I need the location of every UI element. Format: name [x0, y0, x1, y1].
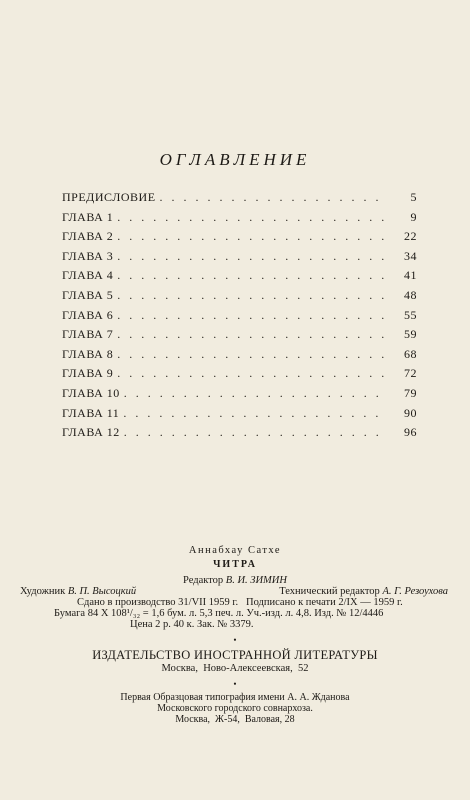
separator-mark-2: • — [233, 679, 237, 689]
printer-line-1: Первая Образцовая типография имени А. А. Жданова — [120, 692, 350, 703]
publisher-name: ИЗДАТЕЛЬСТВО ИНОСТРАННОЙ ЛИТЕРАТУРЫ — [92, 648, 378, 662]
toc-entry-page: 48 — [404, 287, 417, 302]
toc-entry — [62, 210, 417, 230]
toc-entry — [62, 249, 417, 269]
toc-entry — [62, 347, 417, 367]
toc-entry-label: ГЛАВА 12 — [62, 425, 120, 440]
price-line: Цена 2 р. 40 к. Зак. № 3379. — [130, 619, 254, 630]
artist-name: В. П. Высоцкий — [67, 586, 137, 597]
toc-leader-dots — [124, 386, 385, 401]
toc-leader-dots — [117, 268, 385, 283]
tech-editor-name: А. Г. Резоухова — [382, 586, 448, 597]
toc-leader-dots — [123, 406, 385, 421]
editor-label: Редактор — [183, 575, 224, 586]
toc-leader-dots — [117, 308, 385, 323]
toc-leader-dots — [160, 190, 385, 205]
paper-line: Бумага 84 X 108¹/₃₂ = 1,6 бум. л. 5,3 печ. л. Уч.-изд. л. 4,8. Изд. № 12/4446 — [54, 608, 384, 619]
toc-entry-label: ГЛАВА 9 — [62, 366, 114, 381]
toc-entry — [62, 190, 417, 210]
toc-entry — [62, 268, 417, 288]
toc-entry-page: 41 — [404, 268, 417, 283]
artist-credit — [20, 586, 136, 597]
toc-entry-page: 5 — [410, 190, 417, 204]
toc-entry — [62, 366, 417, 386]
toc-leader-dots — [117, 366, 385, 381]
toc-entry-page: 9 — [410, 209, 417, 224]
imprint-block — [0, 545, 470, 725]
toc-entry — [62, 308, 417, 328]
toc-entry-page: 22 — [404, 229, 417, 244]
toc-leader-dots — [117, 229, 385, 244]
toc-leader-dots — [117, 327, 385, 342]
editor-name: В. И. ЗИМИН — [225, 575, 287, 586]
toc-entry — [62, 288, 417, 308]
toc-entry — [62, 386, 417, 406]
toc-entry-label: ГЛАВА 10 — [62, 385, 120, 400]
production-line: Сдано в производство 31/VII 1959 г. Подписано к печати 2/IX — 1959 г. — [77, 597, 403, 608]
toc-leader-dots — [117, 288, 385, 303]
author-name: Аннабхау Сатхе — [188, 545, 282, 556]
toc-entry — [62, 327, 417, 347]
editor-line — [0, 575, 470, 586]
toc-leader-dots — [117, 210, 385, 225]
toc-entry-label: ГЛАВА 8 — [62, 346, 114, 361]
toc-entry-page: 96 — [404, 425, 417, 440]
toc-entry-page: 72 — [404, 366, 417, 381]
toc-leader-dots — [124, 425, 385, 440]
toc-entry-page: 59 — [404, 327, 417, 342]
printer-line-2: Московского городского совнархоза. — [157, 703, 313, 714]
toc-title: ОГЛАВЛЕНИЕ — [159, 150, 311, 169]
toc-entry-page: 34 — [404, 248, 417, 263]
toc-entry — [62, 425, 417, 445]
toc-entry-page: 68 — [404, 346, 417, 361]
publisher-address: Москва, Ново-Алексеевская, 52 — [161, 663, 309, 674]
tech-editor-label: Технический редактор — [279, 586, 380, 597]
toc-entry-label: ПРЕДИСЛОВИЕ — [62, 190, 156, 204]
toc-entry-label: ГЛАВА 7 — [62, 327, 114, 342]
tech-editor-credit — [279, 586, 448, 597]
toc-entry — [62, 406, 417, 426]
toc-entry-label: ГЛАВА 5 — [62, 287, 114, 302]
toc-entry-page: 90 — [404, 405, 417, 420]
toc-entry-label: ГЛАВА 1 — [62, 209, 114, 224]
toc-entry-label: ГЛАВА 11 — [62, 405, 120, 420]
toc-entry-page: 55 — [404, 307, 417, 322]
toc-entry-page: 79 — [404, 385, 417, 400]
toc-entry-label: ГЛАВА 2 — [62, 229, 114, 244]
separator-mark: • — [233, 635, 237, 645]
toc-leader-dots — [117, 347, 385, 362]
toc-entry-label: ГЛАВА 6 — [62, 307, 114, 322]
book-title: ЧИТРА — [213, 559, 257, 570]
artist-label: Художник — [20, 586, 66, 597]
printer-line-3: Москва, Ж-54, Валовая, 28 — [175, 714, 295, 725]
toc-entry — [62, 229, 417, 249]
toc-entry-label: ГЛАВА 3 — [62, 248, 114, 263]
toc-entry-label: ГЛАВА 4 — [62, 268, 114, 283]
staff-line — [0, 586, 470, 597]
toc-leader-dots — [117, 249, 385, 264]
table-of-contents — [62, 190, 417, 445]
